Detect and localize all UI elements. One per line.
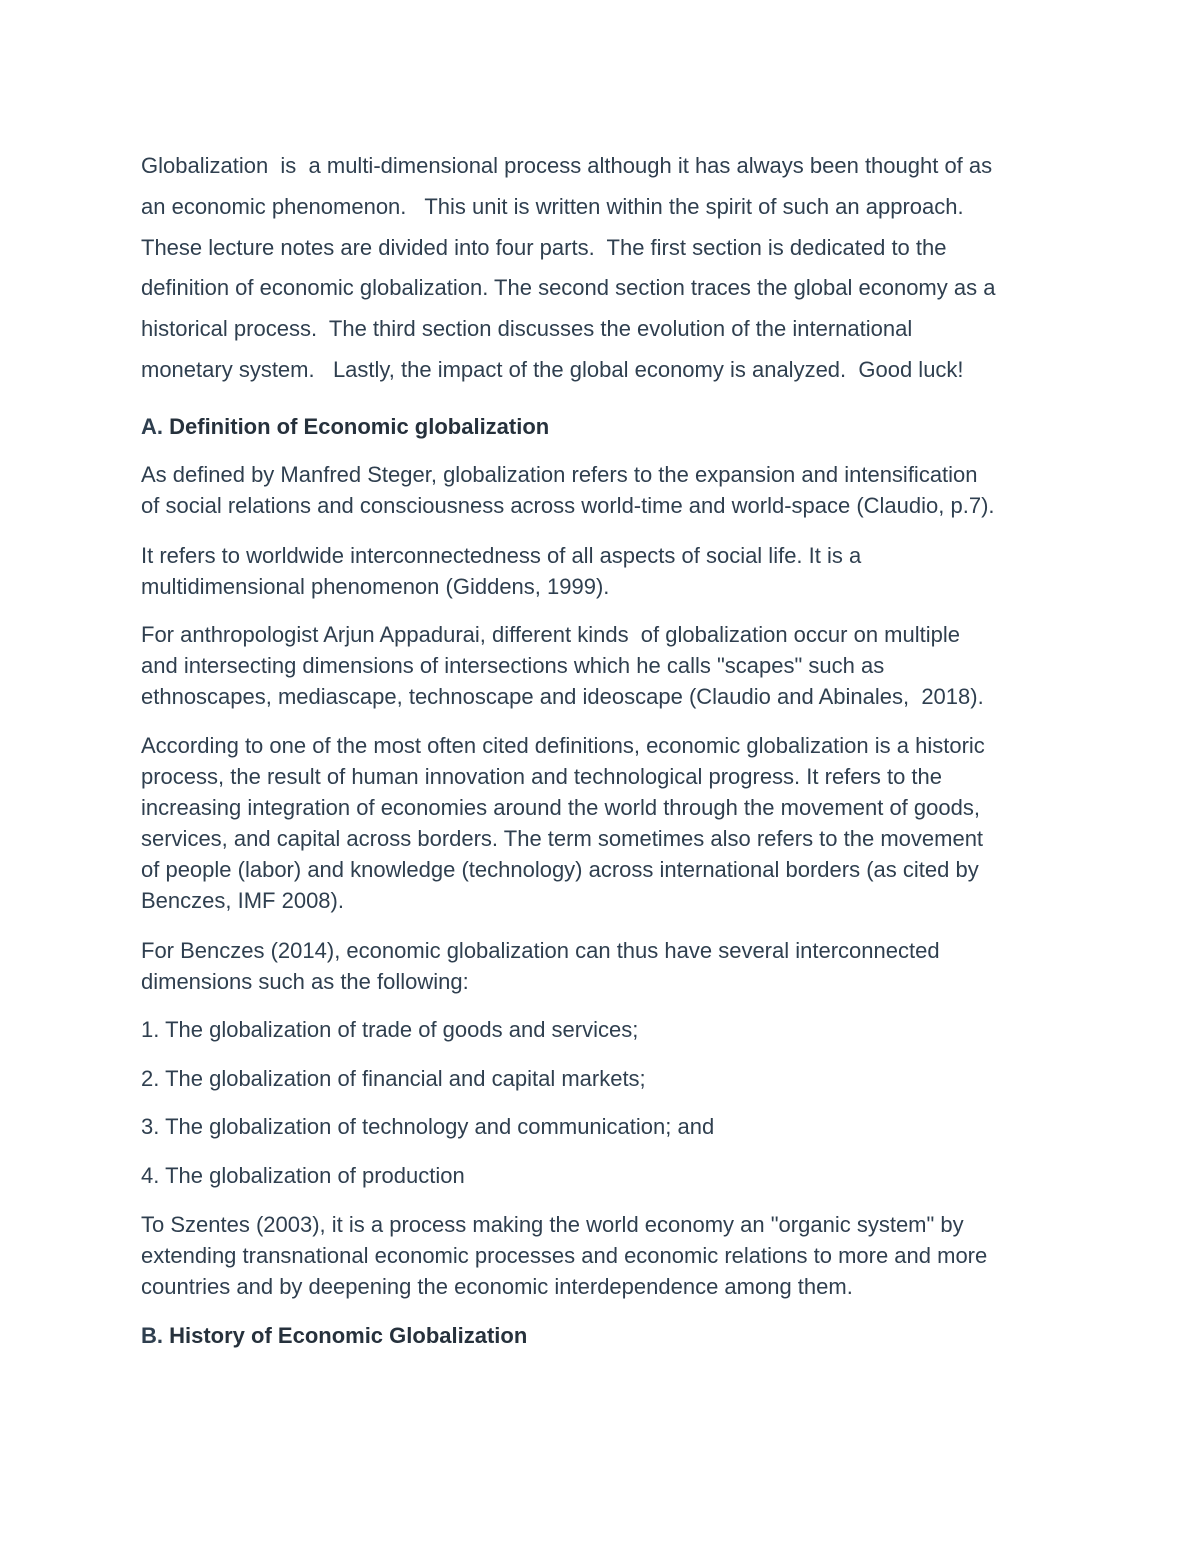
text-line: As defined by Manfred Steger, globalization refers to the expansion and intensification: [141, 462, 978, 487]
section-a-prefix: A.: [141, 414, 170, 439]
imf-paragraph: [141, 730, 1066, 916]
section-a-title: Definition of Economic globalization: [169, 414, 550, 439]
text-line: of social relations and consciousness across world-time and world-space (Claudio, p.7).: [141, 493, 995, 518]
text-line: increasing integration of economies around the world through the movement of goods,: [141, 795, 980, 820]
text-line: Benczes, IMF 2008).: [141, 888, 344, 913]
benczes-paragraph: [141, 935, 1066, 997]
text-line: multidimensional phenomenon (Giddens, 1999).: [141, 574, 610, 599]
giddens-paragraph: [141, 540, 1066, 602]
text-line: These lecture notes are divided into four parts. The first section is dedicated to the: [141, 234, 947, 260]
text-line: ethnoscapes, mediascape, technoscape and ideoscape (Claudio and Abinales, 2018).: [141, 684, 984, 709]
text-line: services, and capital across borders. The term sometimes also refers to the movement: [141, 826, 984, 851]
szentes-paragraph: [141, 1209, 1066, 1302]
steger-paragraph: [141, 459, 1066, 521]
text-line: For anthropologist Arjun Appadurai, different kinds of globalization occur on multiple: [141, 622, 960, 647]
text-line: For Benczes (2014), economic globalization can thus have several interconnected: [141, 938, 940, 963]
section-b-heading: [141, 1321, 527, 1351]
appadurai-paragraph: [141, 619, 1066, 712]
text-line: extending transnational economic processes and economic relations to more and more: [141, 1243, 988, 1268]
list-item: 1. The globalization of trade of goods and services;: [141, 1017, 639, 1042]
list-item: 4. The globalization of production: [141, 1163, 465, 1188]
section-b-title: History of Economic Globalization: [169, 1323, 528, 1348]
text-line: dimensions such as the following:: [141, 969, 469, 994]
section-a-heading: [141, 412, 549, 442]
text-line: To Szentes (2003), it is a process making the world economy an "organic system" by: [141, 1212, 964, 1237]
text-line: monetary system. Lastly, the impact of the global economy is analyzed. Good luck!: [141, 356, 964, 382]
text-line: and intersecting dimensions of intersections which he calls "scapes" such as: [141, 653, 885, 678]
intro-paragraph: [141, 146, 1066, 391]
list-item: 2. The globalization of financial and capital markets;: [141, 1066, 646, 1091]
text-line: It refers to worldwide interconnectedness of all aspects of social life. It is a: [141, 543, 862, 568]
text-line: an economic phenomenon. This unit is written within the spirit of such an approach.: [141, 193, 964, 219]
text-line: Globalization is a multi-dimensional process although it has always been thought of as: [141, 153, 993, 178]
text-line: process, the result of human innovation and technological progress. It refers to the: [141, 764, 943, 789]
list-item: 3. The globalization of technology and communication; and: [141, 1114, 715, 1139]
text-line: definition of economic globalization. The second section traces the global economy as a: [141, 275, 996, 301]
text-line: countries and by deepening the economic interdependence among them.: [141, 1274, 853, 1299]
section-b-prefix: B.: [141, 1323, 170, 1348]
text-line: of people (labor) and knowledge (technology) across international borders (as cited by: [141, 857, 979, 882]
text-line: historical process. The third section discusses the evolution of the international: [141, 316, 913, 342]
text-line: According to one of the most often cited definitions, economic globalization is a historic: [141, 733, 985, 758]
